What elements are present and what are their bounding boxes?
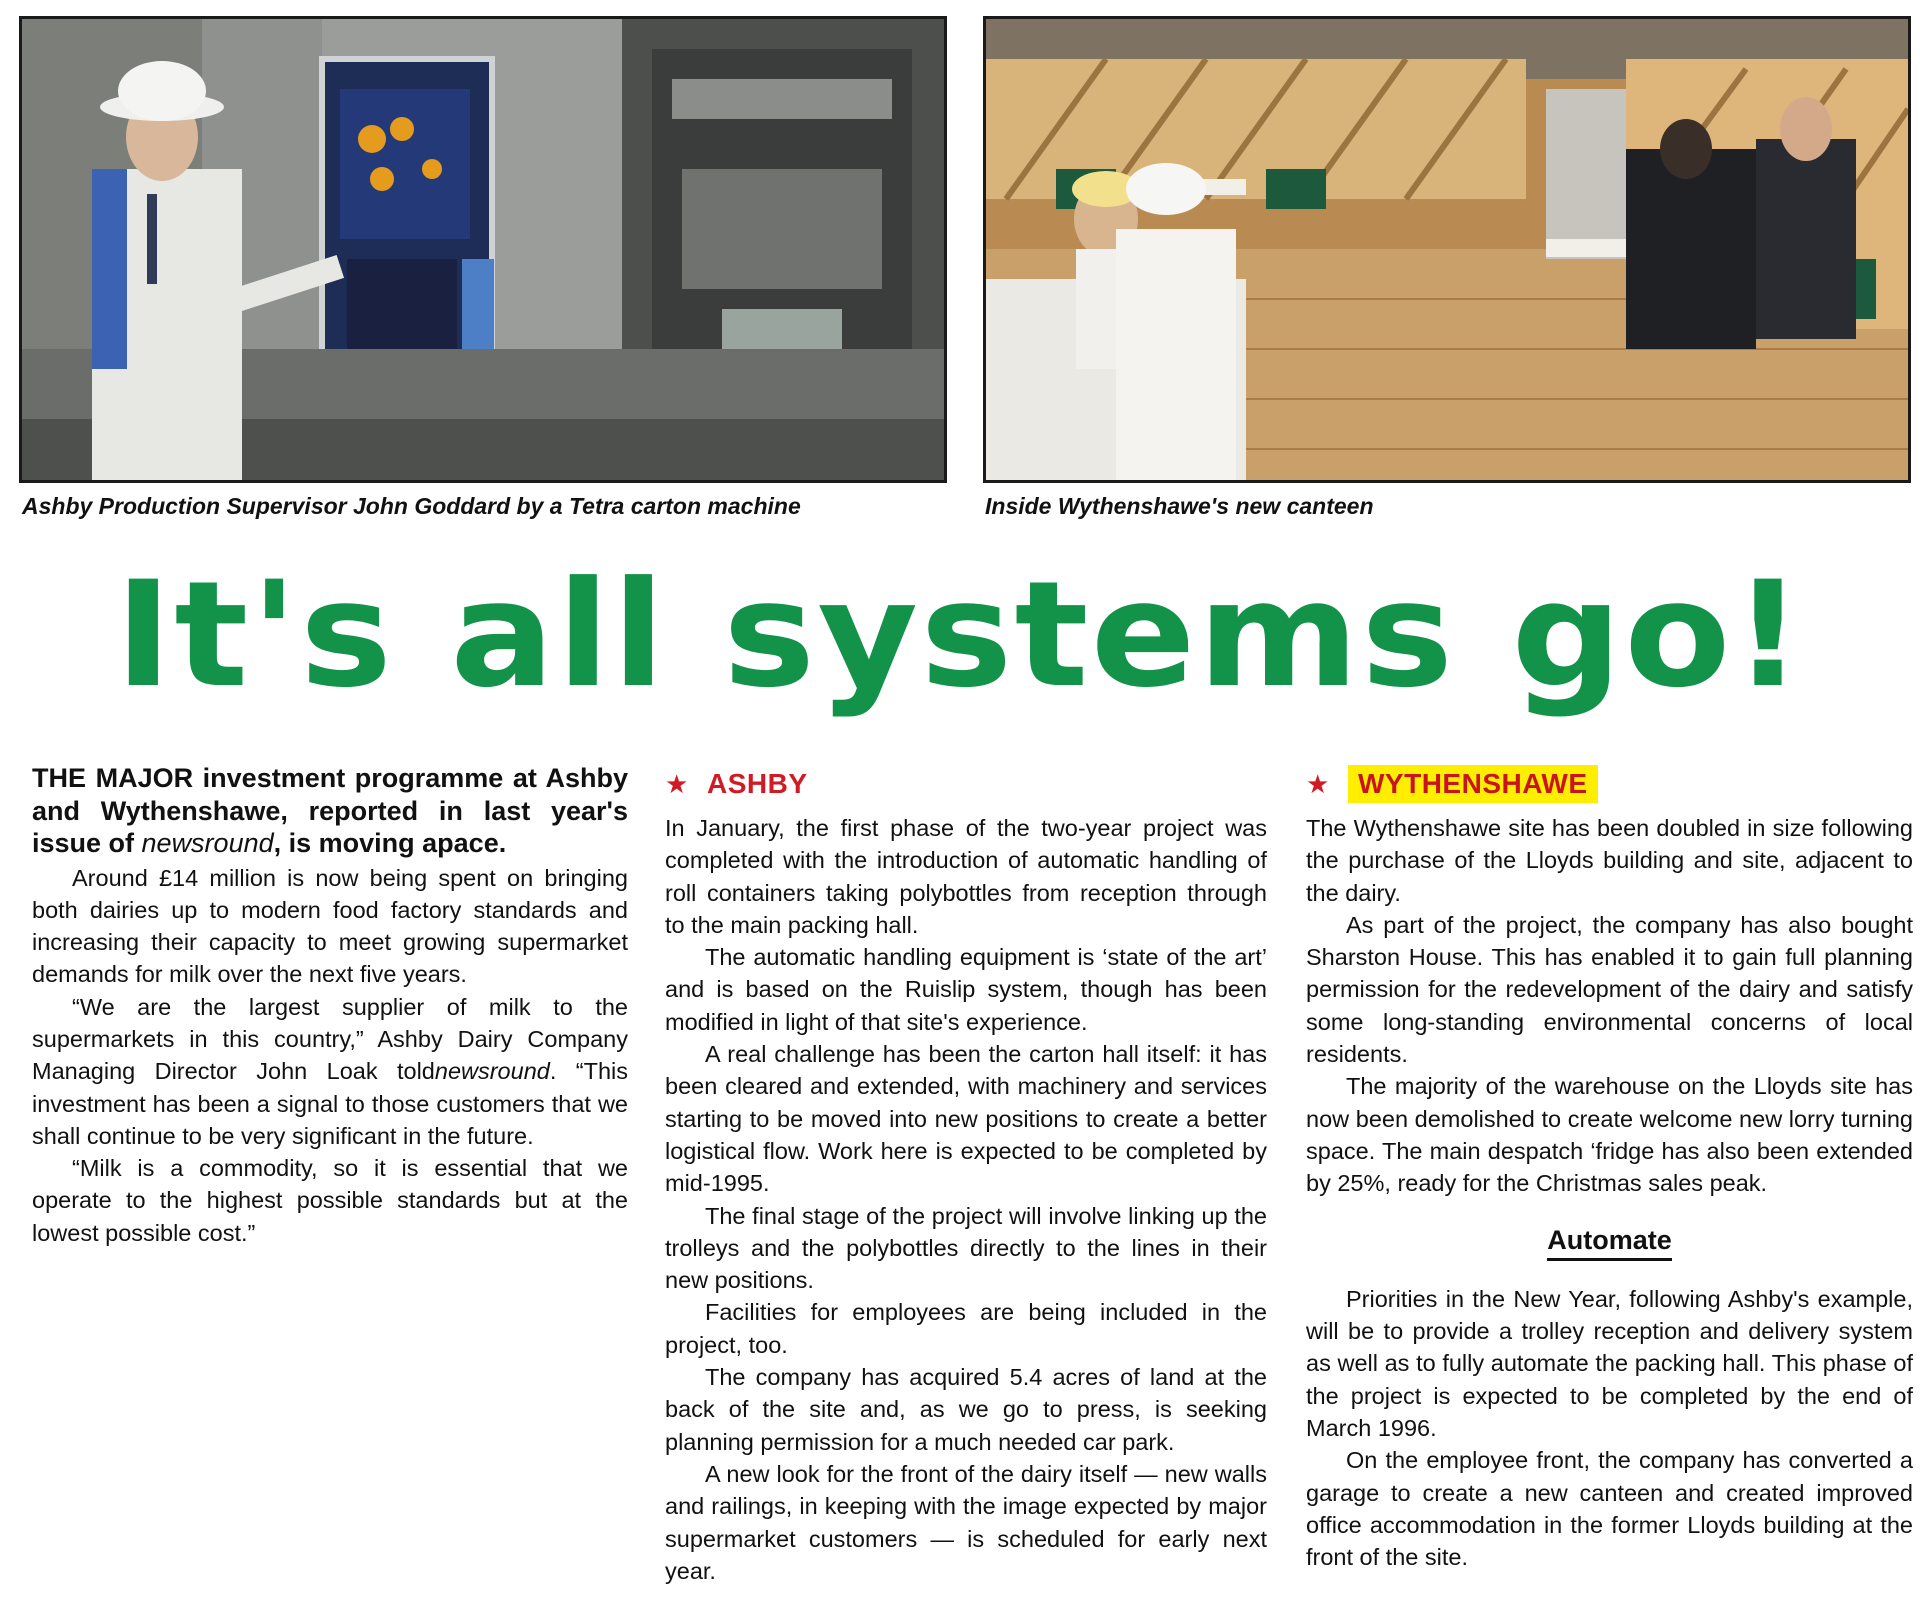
column-wythenshawe — [1306, 762, 1913, 1574]
section-title-wythenshawe: WYTHENSHAWE — [1348, 765, 1598, 803]
ashby-paragraph: In January, the first phase of the two-year project was completed with the introduction of automatic handling of roll containers taking polybottles from reception through to the main packing hall. — [665, 815, 1267, 938]
machine-illustration — [22, 19, 944, 480]
ashby-paragraph: The company has acquired 5.4 acres of land at the back of the site and, as we go to press, is seeking planning permission for a much needed car park. — [665, 1364, 1267, 1455]
wythenshawe-paragraph: The Wythenshawe site has been doubled in size following the purchase of the Lloyds building and site, adjacent to the dairy. — [1306, 815, 1913, 906]
photo-tetra-machine — [19, 16, 947, 483]
ashby-paragraph: Facilities for employees are being included in the project, too. — [665, 1299, 1267, 1358]
photo-canteen — [983, 16, 1911, 483]
ashby-paragraph: The final stage of the project will involve linking up the trolleys and the polybottles directly to the lines in their new positions. — [665, 1202, 1267, 1294]
star-icon: ★ — [1306, 768, 1330, 799]
star-icon: ★ — [665, 768, 689, 799]
ashby-paragraph: A real challenge has been the carton hall itself: it has been cleared and extended, with machinery and services starting to be moved into new positions to create a better logistical flow. Work here is expected to be completed by mid-1995. — [665, 1041, 1267, 1197]
section-head-ashby — [665, 762, 1267, 806]
intro-paragraph-1: Around £14 million is now being spent on bringing both dairies up to modern food factory standards and increasing their capacity to meet growing supermarket demands for milk over the next five years. — [32, 864, 628, 988]
column-intro — [32, 762, 628, 1249]
subheading-automate — [1306, 1224, 1913, 1261]
quote-italic: newsround — [434, 1058, 550, 1085]
ashby-paragraph: The automatic handling equipment is ‘state of the art’ and is based on the Ruislip system, though has been modified in light of that site's experience. — [665, 944, 1267, 1035]
quote-end: . “This investment has been a signal to those customers that we shall continue to be very significant in the future. — [32, 1058, 628, 1149]
quote-text: “We are the largest supplier of milk to the supermarkets in this country,” Ashby Dairy Company Managing Director John Loak told — [32, 993, 628, 1085]
lead-end: , is moving apace. — [273, 828, 507, 858]
wythenshawe-paragraph: The majority of the warehouse on the Lloyds site has now been demolished to create welcome new lorry turning space. The main despatch ‘fridge has also been extended by 25%, ready for the Christmas sales peak. — [1306, 1073, 1913, 1197]
intro-paragraph-3: “Milk is a commodity, so it is essential that we operate to the highest possible standards but at the lowest possible cost.” — [32, 1155, 628, 1246]
automate-paragraph: Priorities in the New Year, following Ashby's example, will be to provide a trolley reception and delivery system as well as to fully automate the packing hall. This phase of the project is expected to be completed by the end of March 1996. — [1306, 1285, 1913, 1442]
canteen-illustration — [986, 19, 1908, 480]
intro-paragraph-2 — [32, 991, 628, 1152]
lead-italic: newsround — [141, 828, 274, 858]
ashby-paragraph: A new look for the front of the dairy itself — new walls and railings, in keeping with the image expected by major supermarket customers — is scheduled for early next year. — [665, 1460, 1267, 1584]
wythenshawe-paragraph: As part of the project, the company has also bought Sharston House. This has enabled it to gain full planning permission for the redevelopment of the dairy and satisfy some long-standing environmental concerns of local residents. — [1306, 911, 1913, 1068]
section-title-ashby: ASHBY — [707, 767, 808, 799]
section-head-wythenshawe — [1306, 762, 1913, 806]
column-ashby — [665, 762, 1267, 1587]
lead-caps: THE MAJOR — [32, 763, 194, 793]
photo-caption-wythenshawe: Inside Wythenshawe's new canteen — [985, 493, 1374, 519]
lead-text: investment programme at Ashby and Wythenshawe, reported in last year's issue of — [32, 763, 629, 858]
photo-caption-ashby: Ashby Production Supervisor John Goddard by a Tetra carton machine — [22, 493, 801, 519]
automate-paragraph: On the employee front, the company has converted a garage to create a new canteen and created improved office accommodation in the former Lloyds building at the front of the site. — [1306, 1447, 1913, 1571]
lead-paragraph — [32, 762, 628, 860]
headline: It's all systems go! — [114, 550, 1806, 720]
subheading-text: Automate — [1547, 1224, 1672, 1261]
